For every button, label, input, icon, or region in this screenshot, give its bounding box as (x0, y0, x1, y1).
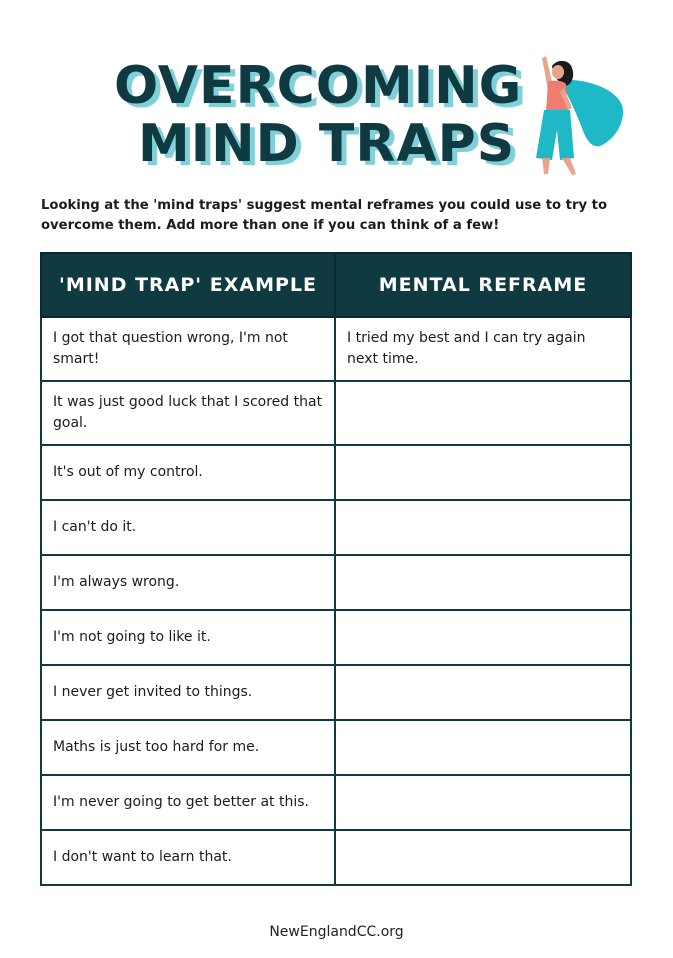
mental-reframe-cell[interactable] (335, 665, 631, 720)
table-row (41, 720, 631, 775)
mind-trap-cell: I got that question wrong, I'm not smart! (41, 317, 335, 381)
face-shape (552, 65, 564, 79)
table-row (41, 610, 631, 665)
table-row (41, 381, 631, 445)
mental-reframe-cell[interactable] (335, 830, 631, 885)
column-header-mind-trap: 'MIND TRAP' EXAMPLE (41, 253, 335, 317)
mental-reframe-cell[interactable] (335, 500, 631, 555)
table-row (41, 555, 631, 610)
column-header-mental-reframe: MENTAL REFRAME (335, 253, 631, 317)
mind-trap-cell: It's out of my control. (41, 445, 335, 500)
mind-trap-table (40, 252, 632, 886)
mind-trap-cell: I can't do it. (41, 500, 335, 555)
mind-trap-cell: I'm never going to get better at this. (41, 775, 335, 830)
table-row (41, 665, 631, 720)
title-line-2: MIND TRAPS (138, 114, 516, 174)
mind-trap-cell: I'm not going to like it. (41, 610, 335, 665)
mind-trap-cell: I never get invited to things. (41, 665, 335, 720)
table-row (41, 317, 631, 381)
mind-trap-cell: Maths is just too hard for me. (41, 720, 335, 775)
table-row (41, 445, 631, 500)
mental-reframe-cell[interactable] (335, 381, 631, 445)
superhero-woman-illustration (530, 50, 630, 180)
title-line-1: OVERCOMING (114, 56, 523, 116)
mind-trap-cell: I'm always wrong. (41, 555, 335, 610)
footer-website: NewEnglandCC.org (269, 924, 404, 940)
table-row (41, 500, 631, 555)
mental-reframe-cell[interactable] (335, 610, 631, 665)
mental-reframe-cell[interactable]: I tried my best and I can try again next time. (335, 317, 631, 381)
instructions-text: Looking at the 'mind traps' suggest mental reframes you could use to try to overcome them. Add more than one if you can think of a few! (41, 198, 608, 233)
right-foot (562, 158, 576, 175)
mental-reframe-cell[interactable] (335, 720, 631, 775)
mental-reframe-cell[interactable] (335, 555, 631, 610)
mental-reframe-cell[interactable] (335, 775, 631, 830)
left-foot (542, 158, 550, 174)
mind-trap-cell: I don't want to learn that. (41, 830, 335, 885)
table-row (41, 775, 631, 830)
pants-shape (536, 110, 574, 160)
mind-trap-cell: It was just good luck that I scored that goal. (41, 381, 335, 445)
table-row (41, 830, 631, 885)
mental-reframe-cell[interactable] (335, 445, 631, 500)
